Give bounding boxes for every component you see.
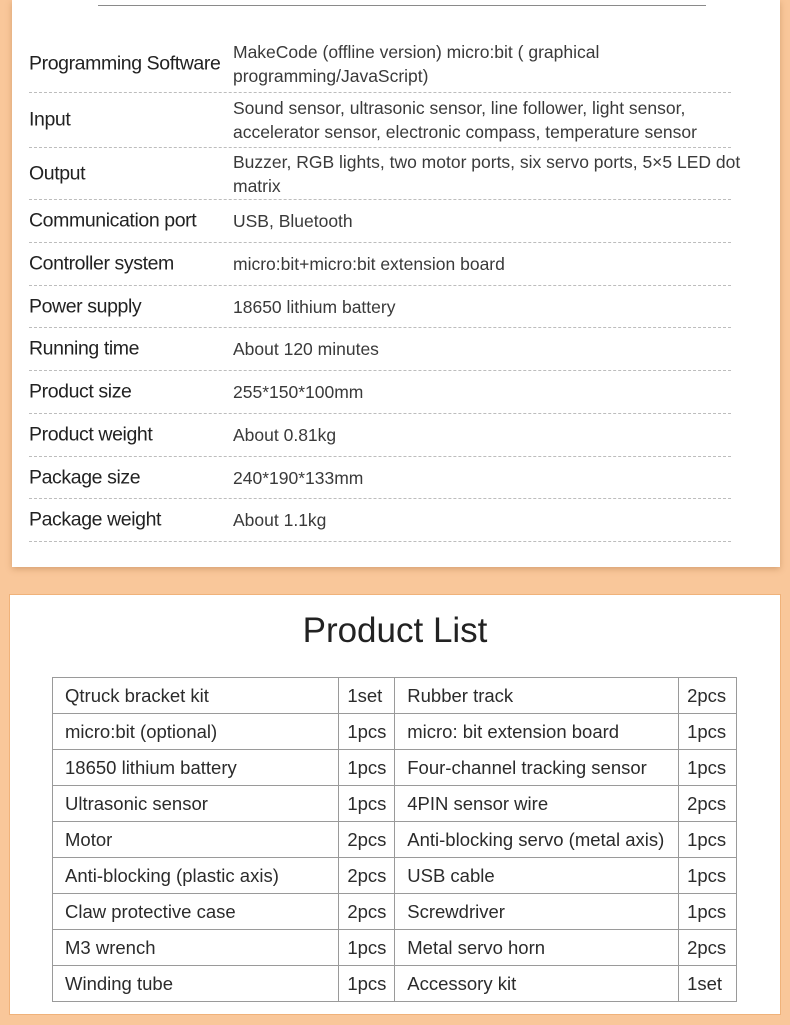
spec-label: Controller system bbox=[29, 252, 174, 275]
spec-value: About 1.1kg bbox=[233, 510, 327, 530]
table-row bbox=[53, 966, 737, 1002]
item-name: Screwdriver bbox=[395, 894, 679, 930]
spec-row-power-supply bbox=[29, 286, 731, 328]
spec-value: MakeCode (offline version) micro:bit ( graphical programming/JavaScript) bbox=[233, 42, 600, 86]
item-name: Metal servo horn bbox=[395, 930, 679, 966]
table-row bbox=[53, 930, 737, 966]
item-name: Qtruck bracket kit bbox=[53, 678, 339, 714]
item-quantity: 1set bbox=[679, 966, 737, 1002]
spec-row-input bbox=[29, 93, 731, 148]
item-quantity: 1pcs bbox=[679, 894, 737, 930]
item-quantity: 2pcs bbox=[679, 930, 737, 966]
spec-row-controller-system bbox=[29, 243, 731, 286]
item-quantity: 1pcs bbox=[679, 822, 737, 858]
spec-label: Communication port bbox=[29, 209, 197, 232]
table-row bbox=[53, 822, 737, 858]
item-name: M3 wrench bbox=[53, 930, 339, 966]
spec-row-package-weight bbox=[29, 499, 731, 542]
spec-value: About 0.81kg bbox=[233, 425, 337, 445]
item-quantity: 1pcs bbox=[679, 750, 737, 786]
spec-label: Package size bbox=[29, 466, 141, 488]
item-quantity: 2pcs bbox=[339, 822, 395, 858]
item-name: Accessory kit bbox=[395, 966, 679, 1002]
spec-label: Power supply bbox=[29, 295, 142, 317]
spec-row-communication-port bbox=[29, 200, 731, 243]
table-row bbox=[53, 894, 737, 930]
spec-label: Product weight bbox=[29, 423, 153, 446]
top-divider bbox=[98, 5, 706, 6]
spec-label: Product size bbox=[29, 380, 132, 403]
spec-value: Sound sensor, ultrasonic sensor, line follower, light sensor, accelerator sensor, electronic compass, temperature sensor bbox=[233, 98, 697, 142]
table-row bbox=[53, 750, 737, 786]
spec-label: Programming Software bbox=[29, 52, 221, 75]
item-name: micro: bit extension board bbox=[395, 714, 679, 750]
spec-value: 18650 lithium battery bbox=[233, 296, 396, 317]
spec-label: Package weight bbox=[29, 508, 162, 531]
item-quantity: 1pcs bbox=[679, 858, 737, 894]
item-quantity: 2pcs bbox=[339, 858, 395, 894]
item-quantity: 1pcs bbox=[339, 750, 395, 786]
item-quantity: 1pcs bbox=[339, 714, 395, 750]
product-list-table bbox=[52, 677, 737, 1002]
item-quantity: 1set bbox=[339, 678, 395, 714]
item-name: Rubber track bbox=[395, 678, 679, 714]
spec-value: micro:bit+micro:bit extension board bbox=[233, 254, 505, 274]
specifications-card bbox=[12, 0, 780, 567]
item-quantity: 1pcs bbox=[679, 714, 737, 750]
item-name: Four-channel tracking sensor bbox=[395, 750, 679, 786]
item-name: micro:bit (optional) bbox=[53, 714, 339, 750]
item-quantity: 1pcs bbox=[339, 930, 395, 966]
item-name: 4PIN sensor wire bbox=[395, 786, 679, 822]
table-row bbox=[53, 858, 737, 894]
table-row bbox=[53, 786, 737, 822]
spec-value: Buzzer, RGB lights, two motor ports, six servo ports, 5×5 LED dot matrix bbox=[233, 151, 741, 196]
spec-row-package-size bbox=[29, 457, 731, 499]
spec-label: Running time bbox=[29, 337, 140, 360]
item-name: Anti-blocking servo (metal axis) bbox=[395, 822, 679, 858]
item-quantity: 1pcs bbox=[339, 966, 395, 1002]
product-list-title: Product List bbox=[302, 611, 488, 650]
product-list-card bbox=[9, 594, 781, 1015]
item-name: Motor bbox=[53, 822, 339, 858]
spec-row-programming-software bbox=[29, 36, 731, 93]
spec-label: Input bbox=[29, 108, 71, 131]
spec-value: 255*150*100mm bbox=[233, 382, 364, 402]
spec-value: USB, Bluetooth bbox=[233, 211, 353, 231]
spec-value: About 120 minutes bbox=[233, 339, 379, 359]
spec-row-product-weight bbox=[29, 414, 731, 457]
item-name: Claw protective case bbox=[53, 894, 339, 930]
spec-row-output bbox=[29, 148, 741, 200]
item-quantity: 2pcs bbox=[679, 786, 737, 822]
item-quantity: 2pcs bbox=[679, 678, 737, 714]
spec-row-product-size bbox=[29, 371, 731, 414]
item-quantity: 1pcs bbox=[339, 786, 395, 822]
item-quantity: 2pcs bbox=[339, 894, 395, 930]
table-row bbox=[53, 714, 737, 750]
item-name: 18650 lithium battery bbox=[53, 750, 339, 786]
item-name: USB cable bbox=[395, 858, 679, 894]
spec-value: 240*190*133mm bbox=[233, 467, 364, 488]
item-name: Ultrasonic sensor bbox=[53, 786, 339, 822]
item-name: Anti-blocking (plastic axis) bbox=[53, 858, 339, 894]
item-name: Winding tube bbox=[53, 966, 339, 1002]
table-row bbox=[53, 678, 737, 714]
spec-row-running-time bbox=[29, 328, 731, 371]
spec-label: Output bbox=[29, 162, 86, 184]
